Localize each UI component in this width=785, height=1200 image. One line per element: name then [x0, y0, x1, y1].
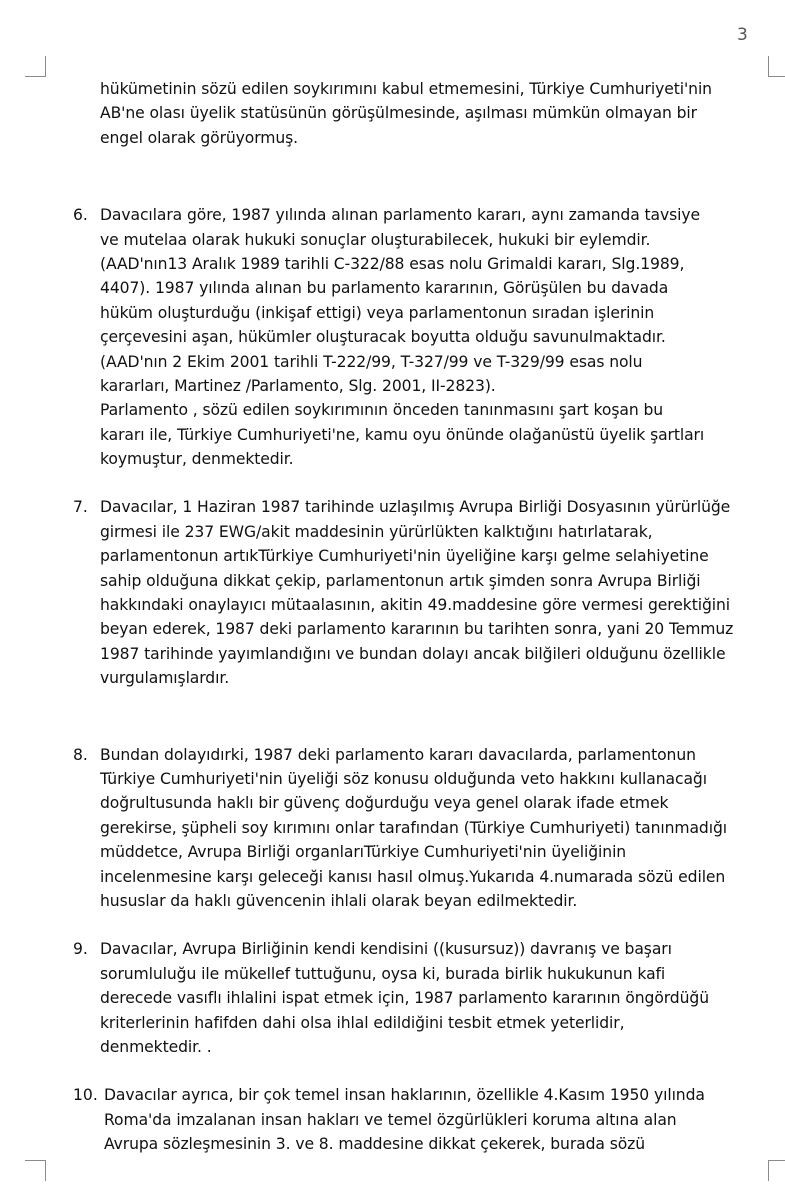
paragraph-number: 8. — [73, 745, 88, 764]
paragraph-8 — [0, 743, 785, 914]
text-line: denmektedir. . — [100, 1037, 212, 1056]
text-line: incelenmesine karşı geleceği kanısı hasıl olmuş.Yukarıda 4.numarada sözü edilen — [100, 867, 726, 886]
paragraph-number: 9. — [73, 940, 88, 959]
paragraph-9 — [0, 937, 785, 1059]
text-line: sorumluluğu ile mükellef tuttuğunu, oysa ki, burada birlik hukukunun kafi — [100, 964, 666, 983]
paragraph-number: 10. — [73, 1086, 98, 1105]
text-line: Davacılar, Avrupa Birliğinin kendi kendisini ((kusursuz)) davranış ve başarı — [100, 940, 672, 959]
text-line: girmesi ile 237 EWG/akit maddesinin yürürlükten kalktığını hatırlatarak, — [100, 522, 653, 541]
text-line: vurgulamışlardır. — [100, 669, 230, 688]
text-line: derecede vasıflı ihlalini ispat etmek için, 1987 parlamento kararının öngördüğü — [100, 989, 709, 1008]
text-line: hususlar da haklı güvencenin ihlali olarak beyan edilmektedir. — [100, 891, 578, 910]
text-line: Roma'da imzalanan insan hakları ve temel özgürlükleri koruma altına alan — [104, 1110, 677, 1129]
text-line: Avrupa sözleşmesinin 3. ve 8. maddesine dikkat çekerek, burada sözü — [104, 1135, 646, 1154]
text-line: doğrultusunda haklı bir güvenç doğurduğu veya genel olarak ifade etmek — [100, 794, 669, 813]
paragraph-number: 6. — [73, 206, 88, 225]
paragraph-7 — [0, 495, 785, 690]
text-line: engel olarak görüyormuş. — [100, 128, 299, 147]
paragraph-10 — [0, 1083, 785, 1156]
text-line: 4407). 1987 yılında alınan bu parlamento kararının, Görüşülen bu davada — [100, 279, 669, 298]
paragraph-continuation — [0, 77, 785, 150]
text-line: çerçevesini aşan, hükümler oluşturacak boyutta olduğu savunulmaktadır. — [100, 328, 666, 347]
text-line: (AAD'nın13 Aralık 1989 tarihli C-322/88 esas nolu Grimaldi kararı, Slg.1989, — [100, 254, 685, 273]
text-line: müddetce, Avrupa Birliği organlarıTürkiye Cumhuriyeti'nin üyeliğinin — [100, 843, 627, 862]
text-line: Parlamento , sözü edilen soykırımının önceden tanınmasını şart koşan bu — [100, 401, 664, 420]
text-line: Davacılar, 1 Haziran 1987 tarihinde uzlaşılmış Avrupa Birliği Dosyasının yürürlüğe — [100, 498, 731, 517]
text-line: (AAD'nın 2 Ekim 2001 tarihli T-222/99, T-327/99 ve T-329/99 esas nolu — [100, 352, 643, 371]
text-line: parlamentonun artıkTürkiye Cumhuriyeti'nin üyeliğine karşı gelme selahiyetine — [100, 547, 709, 566]
text-line: kriterlerinin hafifden dahi olsa ihlal edildiğini tesbit etmek yeterlidir, — [100, 1013, 625, 1032]
text-line: gerekirse, şüpheli soy kırımını onlar tarafından (Türkiye Cumhuriyeti) tanınmadığı — [100, 818, 727, 837]
text-line: beyan ederek, 1987 deki parlamento kararının bu tarihten sonra, yani 20 Temmuz — [100, 620, 734, 639]
page-number: 3 — [737, 25, 748, 45]
text-line: Davacılara göre, 1987 yılında alınan parlamento kararı, aynı zamanda tavsiye — [100, 206, 701, 225]
text-line: sahip olduğuna dikkat çekip, parlamentonun artık şimden sonra Avrupa Birliği — [100, 571, 701, 590]
crop-mark-bottom-left — [25, 1160, 46, 1181]
paragraph-6 — [0, 203, 785, 471]
text-line: hükümetinin sözü edilen soykırımını kabul etmemesini, Türkiye Cumhuriyeti'nin — [100, 80, 712, 98]
text-line: Davacılar ayrıca, bir çok temel insan haklarının, özellikle 4.Kasım 1950 yılında — [104, 1086, 705, 1105]
document-body — [0, 77, 785, 1156]
text-line: Türkiye Cumhuriyeti'nin üyeliği söz konusu olduğunda veto hakkını kullanacağı — [100, 769, 707, 788]
text-line: 1987 tarihinde yayımlandığını ve bundan dolayı ancak bilğileri olduğunu özellikle — [100, 644, 726, 663]
crop-mark-top-left — [25, 56, 46, 77]
text-line: hüküm oluşturduğu (inkişaf ettigi) veya parlamentonun sıradan işlerinin — [100, 303, 655, 322]
text-line: AB'ne olası üyelik statüsünün görüşülmesinde, aşılması mümkün olmayan bir — [100, 104, 697, 123]
crop-mark-bottom-right — [768, 1160, 785, 1181]
text-line: koymuştur, denmektedir. — [100, 450, 294, 469]
crop-mark-top-right — [768, 56, 785, 77]
text-line: kararı ile, Türkiye Cumhuriyeti'ne, kamu oyu önünde olağanüstü üyelik şartları — [100, 425, 705, 444]
paragraph-number: 7. — [73, 498, 88, 517]
text-line: Bundan dolayıdırki, 1987 deki parlamento kararı davacılarda, parlamentonun — [100, 745, 696, 764]
text-line: ve mutelaa olarak hukuki sonuçlar oluşturabilecek, hukuki bir eylemdir. — [100, 230, 651, 249]
text-line: kararları, Martinez /Parlamento, Slg. 2001, II-2823). — [100, 376, 496, 395]
text-line: hakkındaki onaylayıcı mütaalasının, akitin 49.maddesine göre vermesi gerektiğini — [100, 596, 730, 615]
